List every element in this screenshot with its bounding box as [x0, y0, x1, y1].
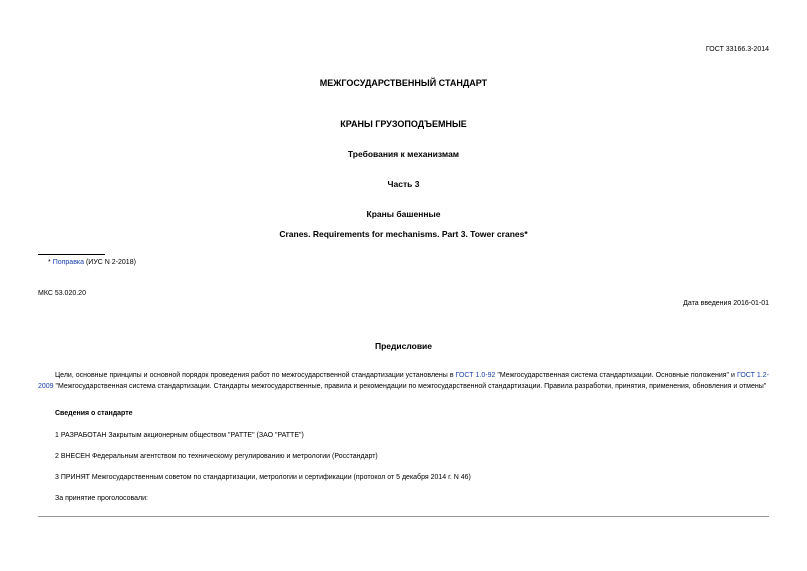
gost-1-0-92-link[interactable]: ГОСТ 1.0-92 [455, 372, 496, 379]
info-item-developed: 1 РАЗРАБОТАН Закрытым акционерным обществом "РАТТЕ" (ЗАО "РАТТЕ") [55, 432, 304, 439]
footnote-divider [38, 254, 105, 255]
preface-heading: Предисловие [374, 341, 433, 351]
preface-text-2: "Межгосударственная система стандартизации. Основные положения" и [495, 372, 737, 379]
info-item-submitted: 2 ВНЕСЕН Федеральным агентством по техническому регулированию и метрологии (Росстандарт) [55, 453, 378, 460]
bottom-divider [38, 516, 769, 517]
preface-paragraph [38, 370, 769, 392]
english-title: Cranes. Requirements for mechanisms. Part 3. Tower cranes* [279, 229, 528, 239]
info-item-voted: За принятие проголосовали: [55, 495, 148, 502]
preface-text-3: "Межгосударственная система стандартизации. Стандарты межгосударственные, правила и рекомендации по межгосударственной стандартизации. Правила разработки, принятия, применения, обновления и отмены" [53, 383, 767, 390]
document-subtitle: Требования к механизмам [347, 149, 460, 159]
mks-code: МКС 53.020.20 [38, 290, 86, 297]
document-code: ГОСТ 33166.3-2014 [705, 46, 769, 53]
preface-text-1: Цели, основные принципы и основной порядок проведения работ по межгосударственной стандартизации установлены в [55, 372, 456, 379]
correction-link[interactable]: Поправка [52, 259, 85, 266]
part-name: Краны башенные [366, 209, 441, 219]
document-title: КРАНЫ ГРУЗОПОДЪЕМНЫЕ [340, 119, 467, 129]
footnote-marker: * [48, 259, 51, 266]
gost-1-2-2009-link[interactable]: ГОСТ 1.2-2009 [38, 372, 769, 390]
standard-type-heading: МЕЖГОСУДАРСТВЕННЫЙ СТАНДАРТ [319, 78, 488, 88]
info-item-adopted: 3 ПРИНЯТ Межгосударственным советом по стандартизации, метрологии и сертификации (протокол от 5 декабря 2014 г. N 46) [55, 474, 471, 481]
footnote-text: (ИУС N 2-2018) [84, 259, 136, 266]
standard-info-heading: Сведения о стандарте [55, 410, 133, 417]
footnote [48, 259, 136, 266]
part-number: Часть 3 [387, 179, 420, 189]
intro-date: Дата введения 2016-01-01 [683, 300, 769, 307]
